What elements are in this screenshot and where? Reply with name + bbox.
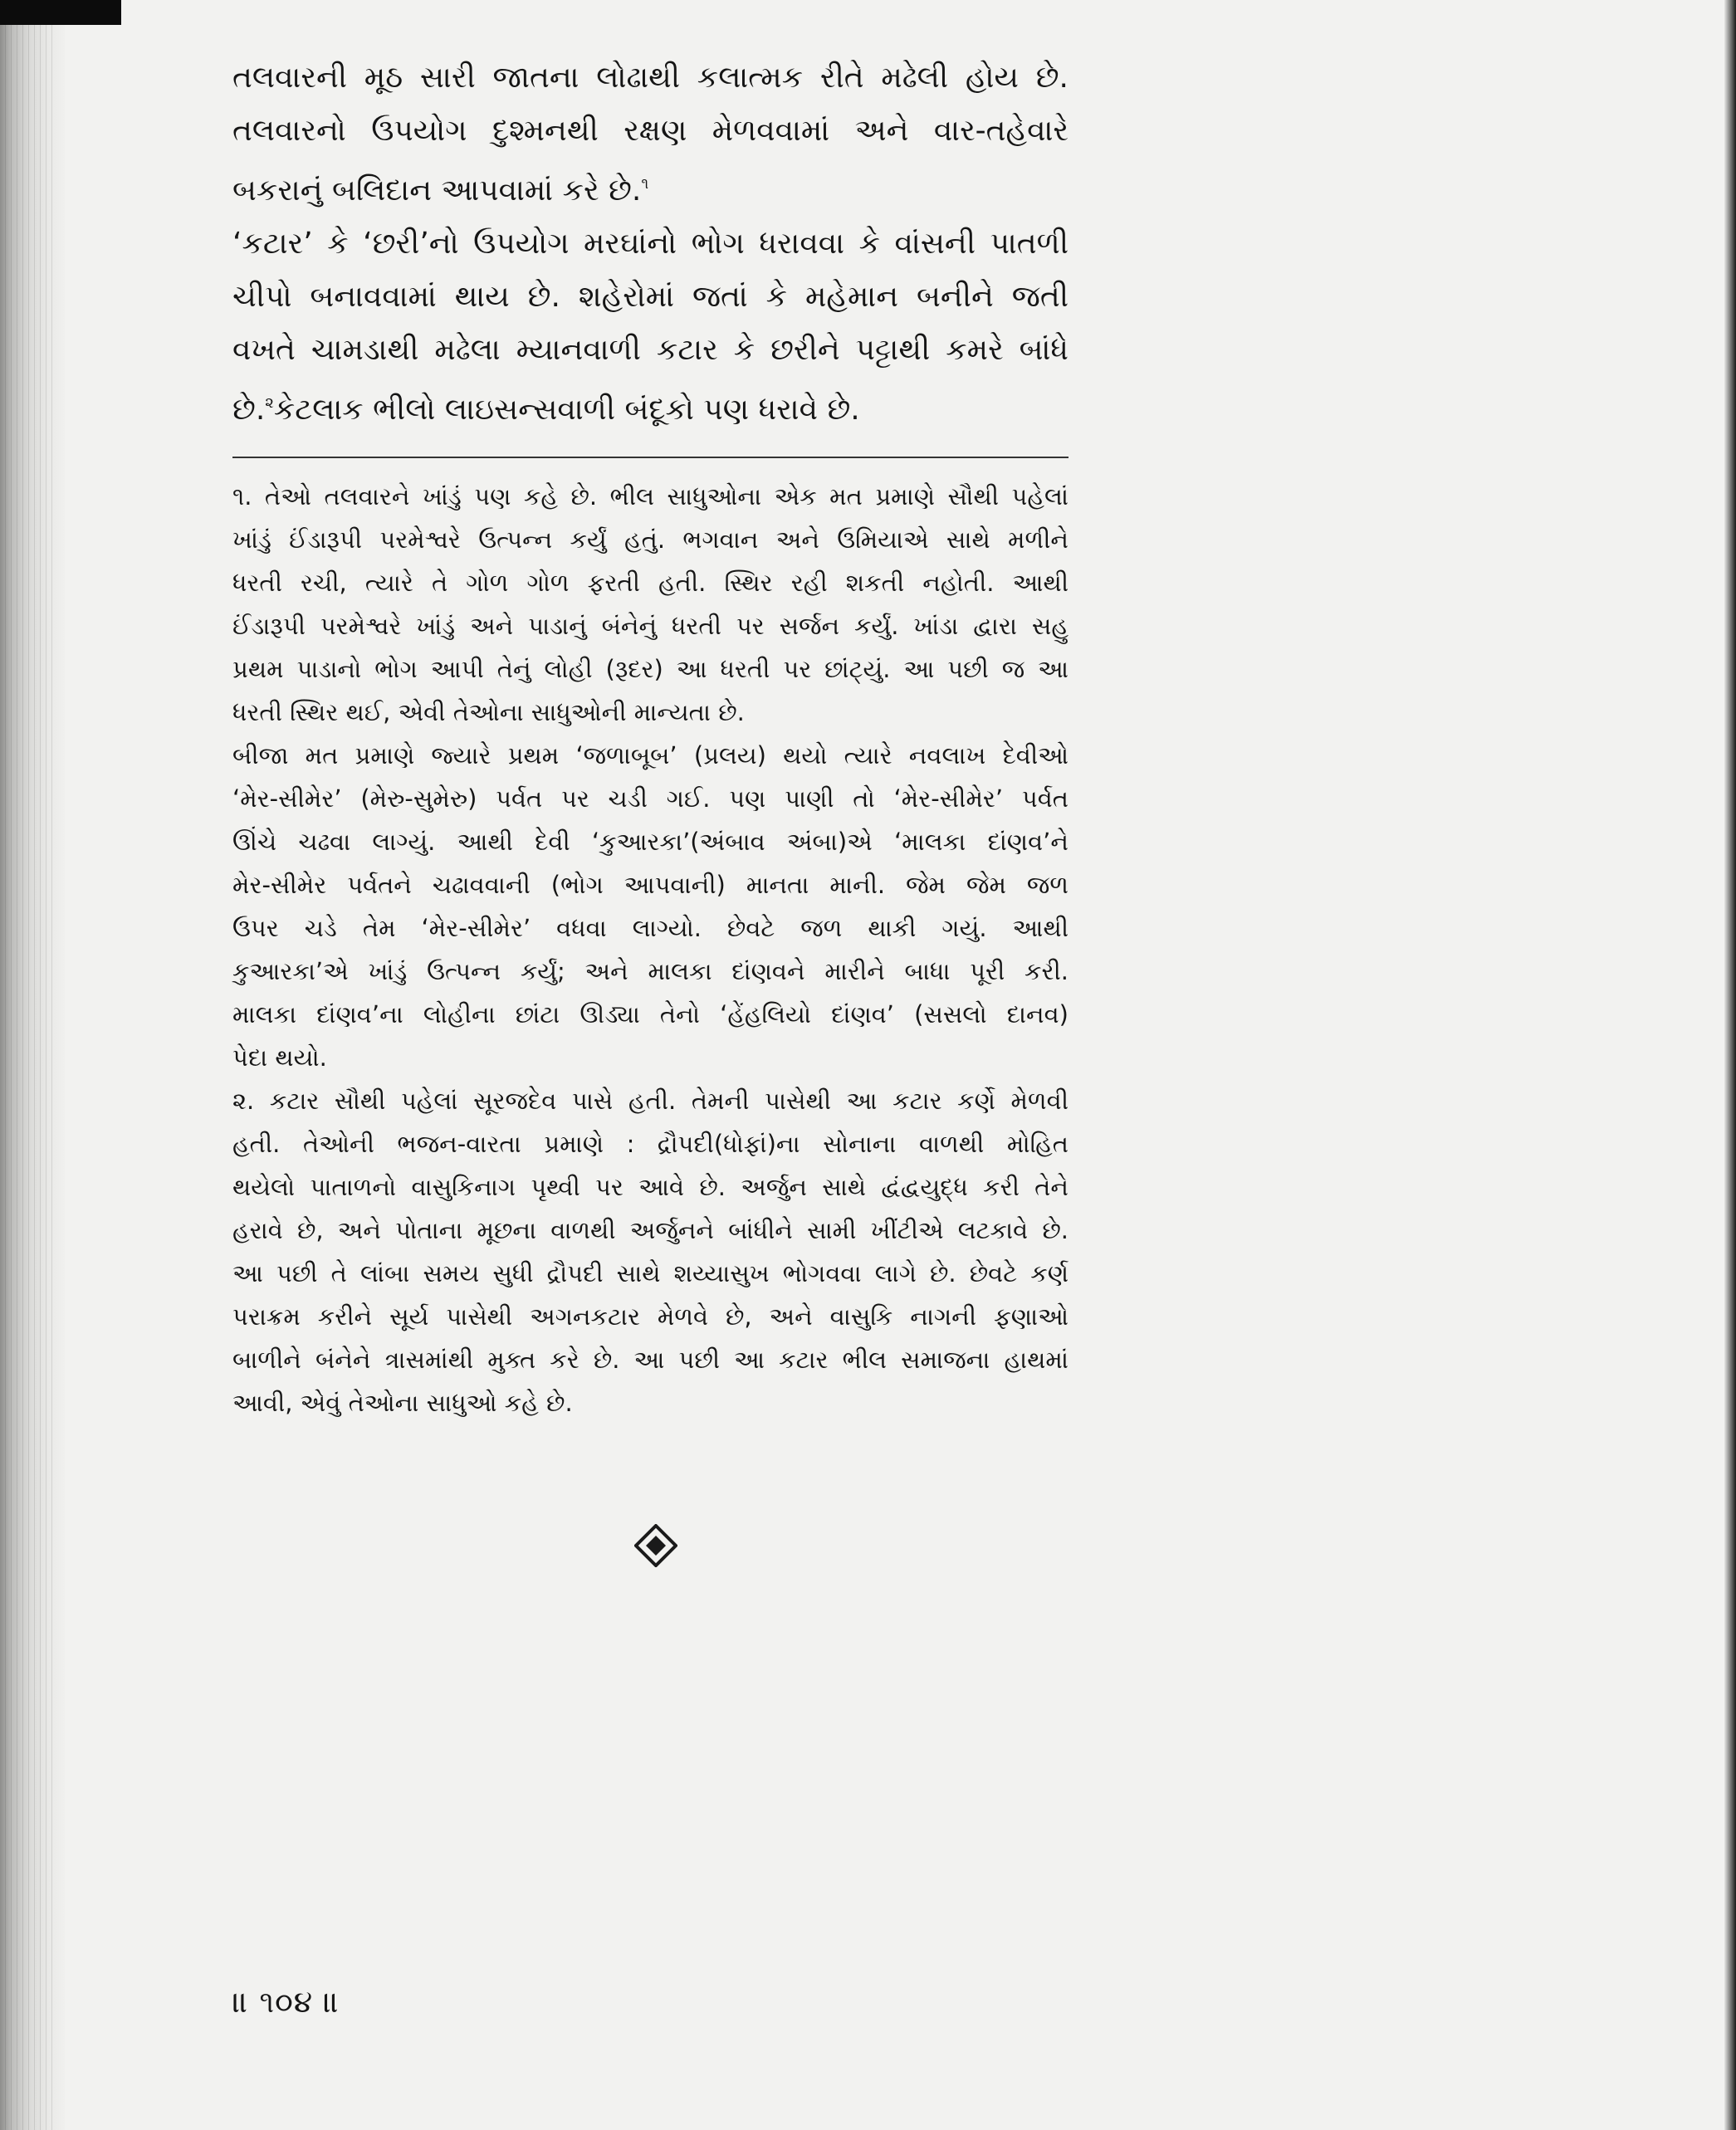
main-line: ચીપો બનાવવામાં થાય છે. શહેરોમાં જતાં કે મહેમાન બનીને જતી — [232, 280, 1068, 314]
corner-shadow — [0, 0, 121, 25]
footnote-marker: ૧ — [641, 175, 649, 193]
main-line — [232, 377, 1068, 437]
main-line — [232, 158, 1068, 217]
page-stack-lines — [5, 0, 56, 2130]
footnote-line: ૧. તેઓ તલવારને ખાંડું પણ કહે છે. ભીલ સાધુઓના એક મત પ્રમાણે સૌથી પહેલાં — [232, 482, 1068, 511]
book-page-edge — [0, 0, 65, 2130]
footnote-line: ખાંડું ઈંડારૂપી પરમેશ્વરે ઉત્પન્ન કર્યું હતું. ભગવાન અને ઉમિયાએ સાથે મળીને — [232, 525, 1068, 554]
footnote-line: ધરતી રચી, ત્યારે તે ગોળ ગોળ ફરતી હતી. સ્થિર રહી શકતી નહોતી. આથી — [232, 569, 1068, 597]
footnote-line: બીજા મત પ્રમાણે જ્યારે પ્રથમ ‘જળાબૂબ’ (પ્રલય) થયો ત્યારે નવલાખ દેવીઓ — [232, 741, 1068, 769]
footnote-line: માલકા દાંણવ’ના લોહીના છાંટા ઊડ્યા તેનો ‘હેંહલિયો દાંણવ’ (સસલો દાનવ) — [232, 1000, 1068, 1028]
footnotes — [232, 475, 1068, 1424]
main-line-text: બકરાનું બલિદાન આપવામાં કરે છે. — [232, 173, 642, 208]
footnote-line: ૨. કટાર સૌથી પહેલાં સૂરજદેવ પાસે હતી. તેમની પાસેથી આ કટાર કર્ણે મેળવી — [232, 1087, 1068, 1115]
footnote-line: થયેલો પાતાળનો વાસુકિનાગ પૃથ્વી પર આવે છે. અર્જુન સાથે દ્વંદ્વયુદ્ધ કરી તેને — [232, 1173, 1068, 1201]
page-number: ॥ ૧૦૪ ॥ — [232, 1986, 340, 2020]
diamond-ornament-icon — [634, 1524, 677, 1567]
main-line-text: છે. — [232, 393, 266, 427]
footnote-line: ‘મેર-સીમેર’ (મેરુ-સુમેરુ) પર્વત પર ચડી ગઈ. પણ પાણી તો ‘મેર-સીમેર’ પર્વત — [232, 784, 1068, 813]
main-paragraph — [232, 51, 1068, 437]
footnote-line: હરાવે છે, અને પોતાના મૂછના વાળથી અર્જુનને બાંધીને સામી ખીંટીએ લટકાવે છે. — [232, 1216, 1068, 1244]
footnote-line: પ્રથમ પાડાનો ભોગ આપી તેનું લોહી (રૂદર) આ ધરતી પર છાંટ્યું. આ પછી જ આ — [232, 655, 1068, 683]
main-line: તલવારનો ઉપયોગ દુશ્મનથી રક્ષણ મેળવવામાં અને વાર-તહેવારે — [232, 114, 1068, 148]
main-line: ‘કટાર’ કે ‘છરી’નો ઉપયોગ મરઘાંનો ભોગ ધરાવવા કે વાંસની પાતળી — [232, 227, 1068, 261]
footnote-line: ઈંડારૂપી પરમેશ્વરે ખાંડું અને પાડાનું બંનેનું ધરતી પર સર્જન કર્યું. ખાંડા દ્વારા સહુ — [232, 612, 1068, 640]
page-content — [232, 51, 1068, 1424]
footnote-line: પરાક્રમ કરીને સૂર્ય પાસેથી અગનકટાર મેળવે છે, અને વાસુકિ નાગની ફણાઓ — [232, 1302, 1068, 1331]
footnote-divider — [232, 457, 1068, 458]
footnote-line: ધરતી સ્થિર થઈ, એવી તેઓના સાધુઓની માન્યતા છે. — [232, 698, 745, 726]
footnote-line: પેદા થયો. — [232, 1043, 327, 1072]
footnote-line: હતી. તેઓની ભજન-વારતા પ્રમાણે : દ્રૌપદી(ધોફાં)ના સોનાના વાળથી મોહિત — [232, 1130, 1068, 1158]
footnote-line: આ પછી તે લાંબા સમય સુધી દ્રૌપદી સાથે શય્યાસુખ ભોગવવા લાગે છે. છેવટે કર્ણ — [232, 1259, 1068, 1287]
footnote-line: બાળીને બંનેને ત્રાસમાંથી મુક્ત કરે છે. આ પછી આ કટાર ભીલ સમાજના હાથમાં — [232, 1346, 1068, 1374]
main-line: તલવારની મૂઠ સારી જાતના લોઢાથી કલાત્મક રીતે મઢેલી હોય છે. — [232, 61, 1068, 95]
footnote-line: આવી, એવું તેઓના સાધુઓ કહે છે. — [232, 1389, 573, 1417]
main-line-text: કેટલાક ભીલો લાઇસન્સવાળી બંદૂકો પણ ધરાવે છે. — [273, 393, 860, 427]
footnote-line: ઊંચે ચઢવા લાગ્યું. આથી દેવી ‘કુઆરકા’(અંબાવ અંબા)એ ‘માલકા દાંણવ’ને — [232, 828, 1068, 856]
footnote-line: ઉપર ચડે તેમ ‘મેર-સીમેર’ વધવા લાગ્યો. છેવટે જળ થાકી ગયું. આથી — [232, 914, 1068, 942]
footnote-marker: ૨ — [265, 394, 274, 412]
main-line: વખતે ચામડાથી મઢેલા મ્યાનવાળી કટાર કે છરીને પટ્ટાથી કમરે બાંધે — [232, 333, 1068, 367]
footnote-line: કુઆરકા’એ ખાંડું ઉત્પન્ન કર્યું; અને માલકા દાંણવને મારીને બાધા પૂરી કરી. — [232, 957, 1068, 985]
footnote-line: મેર-સીમેર પર્વતને ચઢાવવાની (ભોગ આપવાની) માનતા માની. જેમ જેમ જળ — [232, 871, 1068, 899]
right-page-edge — [1724, 0, 1736, 2130]
